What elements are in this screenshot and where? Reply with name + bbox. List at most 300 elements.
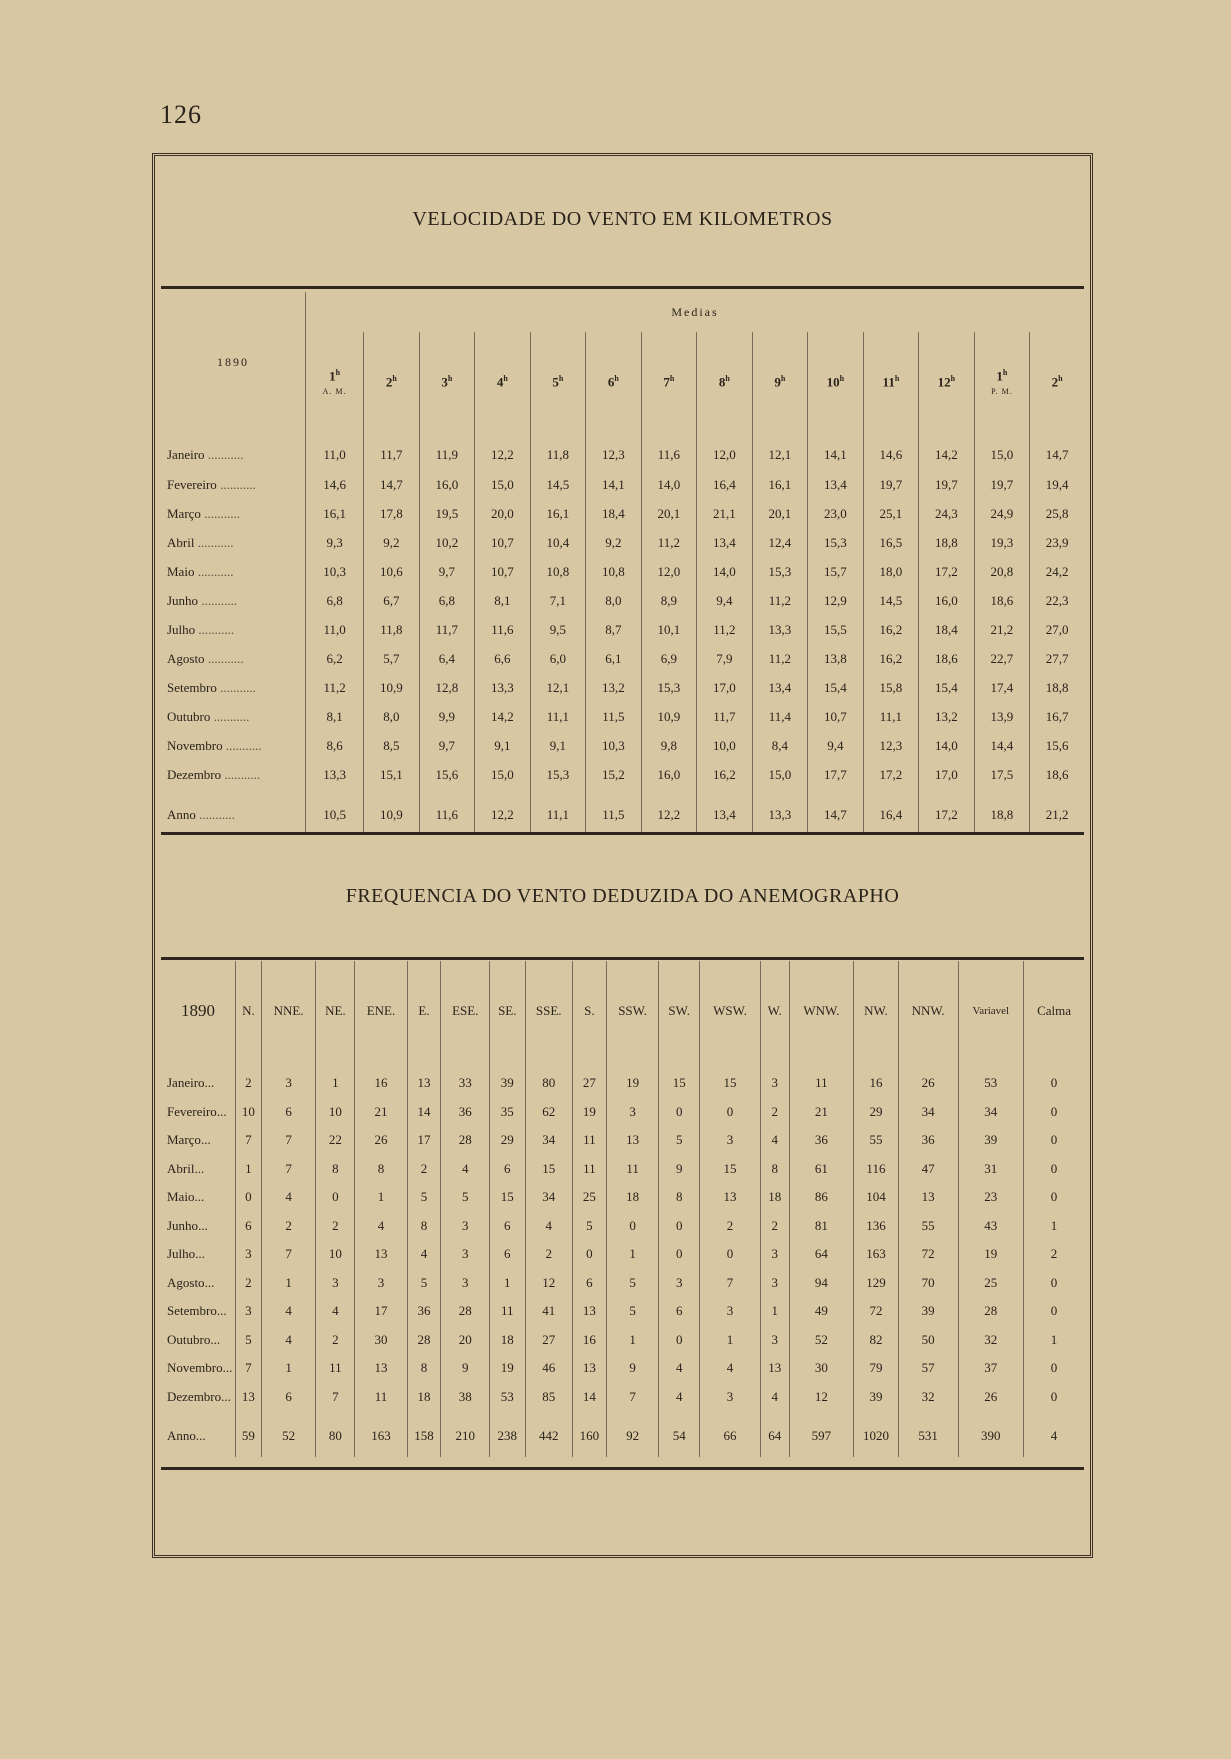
month-label — [161, 615, 306, 644]
frequency-value: 21 — [355, 1098, 407, 1127]
velocity-value: 9,4 — [808, 731, 864, 760]
frequency-value: 3 — [441, 1212, 490, 1241]
frequency-value: 3 — [760, 1269, 789, 1298]
leader-dots: ........... — [194, 563, 234, 579]
month-label — [161, 1212, 236, 1241]
page-number: 126 — [160, 100, 202, 129]
leader-dots: ... — [222, 1360, 233, 1376]
velocity-value: 14,2 — [919, 432, 975, 470]
velocity-value: 14,6 — [306, 470, 364, 499]
frequency-bottom-rule — [161, 1467, 1084, 1470]
velocity-value: 7,1 — [530, 586, 586, 615]
month-name: Junho — [167, 592, 199, 608]
frequency-value: 64 — [760, 1411, 789, 1457]
frequency-value: 5 — [606, 1269, 659, 1298]
velocity-value: 9,8 — [641, 731, 697, 760]
frequency-value: 18 — [760, 1183, 789, 1212]
frequency-value: 27 — [572, 1061, 606, 1098]
month-name: Abril — [167, 534, 195, 550]
month-label — [161, 644, 306, 673]
frequency-value: 6 — [236, 1212, 262, 1241]
frequency-value: 57 — [898, 1354, 958, 1383]
velocity-value: 15,3 — [530, 760, 586, 789]
frequency-value: 12 — [789, 1383, 854, 1412]
velocity-value: 21,2 — [974, 615, 1030, 644]
leader-dots: ... — [204, 1075, 215, 1091]
leader-dots: ........... — [195, 807, 235, 822]
velocity-value: 11,8 — [530, 432, 586, 470]
table-row — [161, 673, 1084, 702]
table-row — [161, 1155, 1084, 1184]
month-label — [161, 432, 306, 470]
frequency-value: 1 — [261, 1269, 316, 1298]
velocity-value: 12,1 — [752, 432, 808, 470]
table-row — [161, 1212, 1084, 1241]
frequency-value: 1 — [1024, 1326, 1084, 1355]
velocity-value: 13,2 — [586, 673, 642, 702]
velocity-value: 9,7 — [419, 557, 475, 586]
hour-superscript: h — [725, 373, 730, 383]
velocity-value: 15,7 — [808, 557, 864, 586]
frequency-value: 6 — [261, 1098, 316, 1127]
hour-number: 11 — [882, 374, 895, 390]
frequency-value: 3 — [441, 1240, 490, 1269]
velocity-value: 11,1 — [530, 789, 586, 835]
month-name: Agosto — [167, 650, 205, 666]
table-row — [161, 499, 1084, 528]
leader-dots: ........... — [210, 708, 250, 724]
hour-number: 6 — [607, 374, 615, 390]
frequency-value: 2 — [1024, 1240, 1084, 1269]
velocity-value: 5,7 — [364, 644, 420, 673]
velocity-value: 25,1 — [863, 499, 919, 528]
frequency-value: 15 — [700, 1155, 761, 1184]
hour-superscript: h — [839, 373, 845, 383]
velocity-value: 7,9 — [697, 644, 753, 673]
table-row — [161, 1061, 1084, 1098]
frequency-value: 55 — [854, 1126, 899, 1155]
month-label — [161, 1411, 236, 1457]
frequency-value: 3 — [700, 1383, 761, 1412]
frequency-value: 15 — [700, 1061, 761, 1098]
velocity-value: 13,2 — [919, 702, 975, 731]
frequency-value: 36 — [407, 1297, 441, 1326]
velocity-value: 18,0 — [863, 557, 919, 586]
hour-superscript: h — [558, 373, 564, 383]
velocity-value: 11,2 — [697, 615, 753, 644]
velocity-value: 14,1 — [586, 470, 642, 499]
frequency-value: 6 — [659, 1297, 700, 1326]
frequency-value: 8 — [407, 1354, 441, 1383]
hour-header — [863, 332, 919, 432]
velocity-value: 11,5 — [586, 789, 642, 835]
leader-dots: ... — [195, 1246, 205, 1262]
frequency-value: 36 — [789, 1126, 854, 1155]
frequency-value: 15 — [525, 1155, 572, 1184]
velocity-value: 15,3 — [752, 557, 808, 586]
velocity-value: 15,6 — [419, 760, 475, 789]
frequency-value: 19 — [958, 1240, 1024, 1269]
frequency-value: 0 — [316, 1183, 355, 1212]
velocity-value: 8,9 — [641, 586, 697, 615]
frequency-value: 442 — [525, 1411, 572, 1457]
velocity-value: 12,3 — [586, 432, 642, 470]
frequency-value: 9 — [659, 1155, 700, 1184]
frequency-value: 390 — [958, 1411, 1024, 1457]
velocity-value: 17,0 — [919, 760, 975, 789]
hour-header — [752, 332, 808, 432]
frequency-value: 0 — [1024, 1269, 1084, 1298]
frequency-value: 18 — [606, 1183, 659, 1212]
month-name: Anno — [167, 1428, 196, 1443]
direction-header-row — [161, 961, 1084, 1061]
frequency-value: 238 — [490, 1411, 525, 1457]
hour-header — [475, 332, 531, 432]
frequency-top-rule — [161, 957, 1084, 960]
frequency-value: 14 — [572, 1383, 606, 1412]
velocity-value: 13,4 — [697, 528, 753, 557]
month-label — [161, 702, 306, 731]
velocity-value: 15,8 — [863, 673, 919, 702]
frequency-value: 5 — [606, 1297, 659, 1326]
velocity-value: 18,4 — [586, 499, 642, 528]
frequency-value: 6 — [572, 1269, 606, 1298]
table-row — [161, 1183, 1084, 1212]
velocity-value: 16,2 — [697, 760, 753, 789]
velocity-value: 6,9 — [641, 644, 697, 673]
frequency-value: 8 — [355, 1155, 407, 1184]
hour-header — [641, 332, 697, 432]
month-name: Abril — [167, 1160, 195, 1176]
frequency-value: 18 — [407, 1383, 441, 1412]
direction-header: SSW. — [606, 961, 659, 1061]
frequency-value: 34 — [958, 1098, 1024, 1127]
velocity-value: 6,2 — [306, 644, 364, 673]
hour-number: 12 — [937, 374, 951, 390]
frequency-value: 0 — [236, 1183, 262, 1212]
month-label — [161, 557, 306, 586]
leader-dots: ... — [195, 1428, 206, 1443]
frequency-value: 11 — [789, 1061, 854, 1098]
frequency-value: 85 — [525, 1383, 572, 1412]
frequency-value: 3 — [760, 1326, 789, 1355]
frequency-value: 16 — [854, 1061, 899, 1098]
velocity-value: 17,7 — [808, 760, 864, 789]
frequency-value: 32 — [898, 1383, 958, 1412]
frequency-value: 7 — [316, 1383, 355, 1412]
velocity-value: 15,2 — [586, 760, 642, 789]
ampm-label: P. M. — [991, 386, 1013, 396]
frequency-value: 11 — [316, 1354, 355, 1383]
velocity-value: 10,9 — [364, 673, 420, 702]
frequency-value: 22 — [316, 1126, 355, 1155]
velocity-value: 19,7 — [919, 470, 975, 499]
velocity-value: 12,2 — [641, 789, 697, 835]
frequency-value: 79 — [854, 1354, 899, 1383]
frequency-value: 6 — [261, 1383, 316, 1412]
velocity-value: 16,1 — [530, 499, 586, 528]
velocity-value: 16,4 — [697, 470, 753, 499]
table-row — [161, 760, 1084, 789]
month-name: Maio — [167, 563, 195, 579]
velocity-value: 25,8 — [1030, 499, 1084, 528]
velocity-value: 20,1 — [752, 499, 808, 528]
frequency-value: 94 — [789, 1269, 854, 1298]
frequency-value: 1 — [700, 1326, 761, 1355]
month-label — [161, 731, 306, 760]
hour-header — [364, 332, 420, 432]
velocity-value: 11,7 — [697, 702, 753, 731]
frequency-value: 8 — [407, 1212, 441, 1241]
velocity-value: 6,8 — [419, 586, 475, 615]
velocity-value: 10,9 — [641, 702, 697, 731]
frequency-value: 8 — [316, 1155, 355, 1184]
frequency-value: 4 — [700, 1354, 761, 1383]
frequency-value: 1 — [236, 1155, 262, 1184]
frequency-value: 29 — [854, 1098, 899, 1127]
velocity-value: 9,5 — [530, 615, 586, 644]
frequency-value: 19 — [490, 1354, 525, 1383]
velocity-value: 10,0 — [697, 731, 753, 760]
frequency-value: 39 — [854, 1383, 899, 1412]
leader-dots: ... — [198, 1217, 208, 1233]
velocity-value: 11,0 — [306, 615, 364, 644]
leader-dots: ........... — [216, 679, 256, 695]
velocity-value: 27,7 — [1030, 644, 1084, 673]
frequency-value: 2 — [261, 1212, 316, 1241]
frequency-value: 54 — [659, 1411, 700, 1457]
frequency-value: 15 — [659, 1061, 700, 1098]
frequency-value: 3 — [659, 1269, 700, 1298]
table-row — [161, 1126, 1084, 1155]
velocity-value: 18,8 — [919, 528, 975, 557]
velocity-bottom-rule — [161, 832, 1084, 835]
frequency-value: 2 — [700, 1212, 761, 1241]
frequency-value: 81 — [789, 1212, 854, 1241]
velocity-value: 9,1 — [530, 731, 586, 760]
velocity-value: 20,1 — [641, 499, 697, 528]
frequency-value: 18 — [490, 1326, 525, 1355]
direction-header: NW. — [854, 961, 899, 1061]
medias-label — [306, 292, 1085, 332]
velocity-value: 8,0 — [586, 586, 642, 615]
velocity-value: 14,7 — [1030, 432, 1084, 470]
velocity-year: 1890 — [161, 292, 306, 432]
frequency-value: 3 — [700, 1126, 761, 1155]
month-label — [161, 760, 306, 789]
hour-header — [919, 332, 975, 432]
velocity-value: 15,4 — [919, 673, 975, 702]
table-row — [161, 586, 1084, 615]
velocity-value: 24,9 — [974, 499, 1030, 528]
velocity-value: 9,4 — [697, 586, 753, 615]
velocity-value: 12,0 — [641, 557, 697, 586]
month-name: Janeiro — [167, 1075, 205, 1091]
frequency-value: 3 — [700, 1297, 761, 1326]
frequency-value: 36 — [898, 1126, 958, 1155]
frequency-value: 31 — [958, 1155, 1024, 1184]
hour-header — [306, 332, 364, 432]
frequency-value: 4 — [316, 1297, 355, 1326]
month-name: Novembro — [167, 1360, 223, 1376]
frequency-value: 34 — [898, 1098, 958, 1127]
velocity-value: 20,8 — [974, 557, 1030, 586]
frequency-value: 163 — [854, 1240, 899, 1269]
frequency-value: 5 — [407, 1269, 441, 1298]
frequency-value: 17 — [355, 1297, 407, 1326]
frequency-value: 0 — [572, 1240, 606, 1269]
frequency-value: 80 — [525, 1061, 572, 1098]
table-row — [161, 1411, 1084, 1457]
medias-text: Medias — [671, 304, 719, 319]
frequency-value: 0 — [659, 1098, 700, 1127]
frequency-value: 30 — [789, 1354, 854, 1383]
frequency-value: 28 — [441, 1126, 490, 1155]
frequency-value: 30 — [355, 1326, 407, 1355]
velocity-value: 11,8 — [364, 615, 420, 644]
frequency-value: 0 — [700, 1098, 761, 1127]
frequency-value: 1 — [606, 1240, 659, 1269]
frequency-value: 0 — [1024, 1297, 1084, 1326]
frequency-value: 7 — [261, 1155, 316, 1184]
frequency-value: 8 — [760, 1155, 789, 1184]
velocity-value: 22,7 — [974, 644, 1030, 673]
velocity-value: 21,1 — [697, 499, 753, 528]
direction-header: SW. — [659, 961, 700, 1061]
frequency-value: 25 — [958, 1269, 1024, 1298]
frequency-value: 6 — [490, 1155, 525, 1184]
table-row — [161, 557, 1084, 586]
velocity-value: 11,4 — [752, 702, 808, 731]
frequency-value: 17 — [407, 1126, 441, 1155]
frequency-value: 38 — [441, 1383, 490, 1412]
frequency-value: 104 — [854, 1183, 899, 1212]
velocity-value: 12,4 — [752, 528, 808, 557]
velocity-value: 14,7 — [364, 470, 420, 499]
frequency-value: 4 — [261, 1326, 316, 1355]
month-label — [161, 499, 306, 528]
leader-dots: ........... — [222, 737, 262, 753]
velocity-value: 24,3 — [919, 499, 975, 528]
hour-number: 9 — [774, 374, 781, 390]
leader-dots: ... — [204, 1274, 215, 1290]
hour-header — [1030, 332, 1084, 432]
velocity-value: 6,8 — [306, 586, 364, 615]
frequency-value: 52 — [261, 1411, 316, 1457]
direction-header: S. — [572, 961, 606, 1061]
frequency-value: 10 — [316, 1098, 355, 1127]
frequency-value: 53 — [490, 1383, 525, 1412]
ampm-label: A. M. — [322, 386, 347, 396]
frequency-value: 531 — [898, 1411, 958, 1457]
velocity-value: 10,7 — [808, 702, 864, 731]
frequency-value: 19 — [572, 1098, 606, 1127]
velocity-value: 14,5 — [863, 586, 919, 615]
velocity-value: 11,7 — [364, 432, 420, 470]
velocity-value: 11,0 — [306, 432, 364, 470]
frequency-value: 7 — [700, 1269, 761, 1298]
frequency-value: 39 — [490, 1061, 525, 1098]
month-name: Fevereiro — [167, 1103, 217, 1119]
velocity-value: 15,1 — [364, 760, 420, 789]
frequency-value: 3 — [236, 1240, 262, 1269]
velocity-value: 10,3 — [306, 557, 364, 586]
month-name: Março — [167, 505, 201, 521]
leader-dots: ........... — [216, 476, 256, 492]
frequency-value: 36 — [441, 1098, 490, 1127]
frequency-value: 163 — [355, 1411, 407, 1457]
hour-number: 2 — [1051, 374, 1059, 390]
frequency-value: 35 — [490, 1098, 525, 1127]
frequency-value: 6 — [490, 1212, 525, 1241]
frequency-value: 46 — [525, 1354, 572, 1383]
frequency-value: 13 — [355, 1354, 407, 1383]
frequency-value: 9 — [441, 1354, 490, 1383]
month-name: Janeiro — [167, 447, 205, 462]
month-name: Julho — [167, 1246, 196, 1262]
leader-dots: ... — [200, 1132, 211, 1148]
velocity-value: 10,2 — [419, 528, 475, 557]
velocity-table — [161, 292, 1084, 835]
velocity-value: 10,8 — [586, 557, 642, 586]
hour-superscript: h — [503, 373, 508, 383]
velocity-value: 17,2 — [919, 789, 975, 835]
velocity-value: 19,4 — [1030, 470, 1084, 499]
frequency-value: 61 — [789, 1155, 854, 1184]
velocity-value: 16,0 — [919, 586, 975, 615]
hour-superscript: h — [780, 373, 786, 383]
table-row — [161, 702, 1084, 731]
frequency-value: 1020 — [854, 1411, 899, 1457]
frequency-value: 7 — [606, 1383, 659, 1412]
frequency-value: 26 — [958, 1383, 1024, 1412]
hour-header — [697, 332, 753, 432]
frequency-value: 33 — [441, 1061, 490, 1098]
frequency-value: 210 — [441, 1411, 490, 1457]
direction-header: SSE. — [525, 961, 572, 1061]
frequency-value: 1 — [606, 1326, 659, 1355]
hour-header — [586, 332, 642, 432]
direction-header: ESE. — [441, 961, 490, 1061]
velocity-value: 19,3 — [974, 528, 1030, 557]
velocity-value: 15,0 — [752, 760, 808, 789]
velocity-value: 11,5 — [586, 702, 642, 731]
frequency-value: 5 — [441, 1183, 490, 1212]
frequency-value: 5 — [659, 1126, 700, 1155]
frequency-value: 21 — [789, 1098, 854, 1127]
velocity-value: 6,0 — [530, 644, 586, 673]
velocity-value: 27,0 — [1030, 615, 1084, 644]
hour-superscript: h — [950, 373, 956, 383]
hour-header — [419, 332, 475, 432]
month-label — [161, 470, 306, 499]
frequency-value: 2 — [236, 1269, 262, 1298]
frequency-value: 37 — [958, 1354, 1024, 1383]
month-label — [161, 673, 306, 702]
frequency-value: 2 — [316, 1212, 355, 1241]
velocity-value: 11,2 — [641, 528, 697, 557]
frequency-value: 2 — [760, 1098, 789, 1127]
frequency-value: 8 — [659, 1183, 700, 1212]
velocity-value: 10,7 — [475, 557, 531, 586]
velocity-value: 16,4 — [863, 789, 919, 835]
velocity-value: 11,9 — [419, 432, 475, 470]
velocity-value: 9,2 — [364, 528, 420, 557]
velocity-value: 18,6 — [1030, 760, 1084, 789]
frequency-value: 26 — [898, 1061, 958, 1098]
velocity-value: 8,6 — [306, 731, 364, 760]
velocity-value: 17,2 — [863, 760, 919, 789]
